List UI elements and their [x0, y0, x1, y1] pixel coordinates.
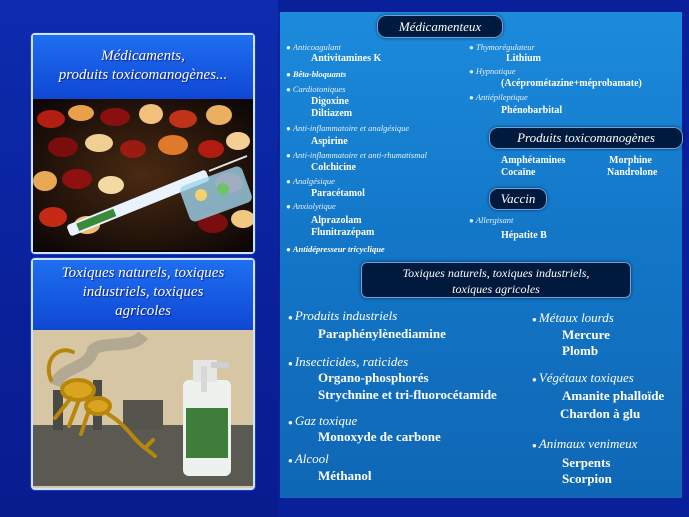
item-amanite-phalloide: Amanite phalloïde: [562, 388, 665, 403]
cat-antiepileptique: ● Antiépileptique: [469, 92, 528, 102]
item-paraphenylenediamine: Paraphénylènediamine: [318, 326, 446, 341]
item-serpents: Serpents: [562, 455, 611, 470]
pills-syringe-image: [33, 99, 253, 252]
cat-metaux-lourds: ● Métaux lourds: [532, 310, 614, 325]
cat-anticoagulant: ● Anticoagulant: [286, 42, 342, 52]
cat-analgesique: ● Analgésique: [286, 176, 335, 186]
cat-anti-inflammatoire-analgesique: ● Anti-inflammatoire et analgésique: [286, 123, 410, 133]
item-organo-phosphores: Organo-phosphorés: [318, 370, 429, 385]
scorpion-factory-image: [33, 330, 253, 488]
cat-beta-bloquants: ● Bêta-bloquants: [286, 69, 347, 79]
drug-lithium: Lithium: [506, 53, 542, 64]
drug-phenobarbital: Phénobarbital: [501, 105, 563, 116]
drug-morphine: Morphine: [609, 155, 652, 166]
medicamenteux-title: Médicamenteux: [377, 15, 503, 38]
medicaments-card: [31, 33, 255, 254]
item-plomb: Plomb: [562, 343, 599, 358]
item-monoxyde-de-carbone: Monoxyde de carbone: [318, 429, 441, 444]
cat-anxiolytique: ● Anxiolytique: [286, 201, 336, 211]
cat-hypnotique: ● Hypnotique: [469, 66, 516, 76]
toxiques-title: Toxiques naturels, toxiques industriels, toxiques agricoles: [361, 262, 631, 298]
cat-insecticides-raticides: ● Insecticides, raticides: [288, 354, 409, 369]
cat-allergisant: ● Allergisant: [469, 215, 514, 225]
drug-colchicine: Colchicine: [311, 162, 356, 173]
cat-alcool: ● Alcool: [288, 451, 329, 466]
medicaments-card-title: Médicaments, produits toxicomanogènes...: [33, 35, 253, 99]
cat-thymoregulateur: ● Thymorégulateur: [469, 42, 535, 52]
drug-cocaine: Cocaïne: [501, 167, 536, 178]
cat-anti-inflammatoire-anti-rhumatismal: ● Anti-inflammatoire et anti-rhumatismal: [286, 150, 427, 160]
cat-cardiotoniques: ● Cardiotoniques: [286, 84, 346, 94]
drug-flunitrazepam: Flunitrazépam: [311, 227, 375, 238]
vaccin-title: Vaccin: [489, 188, 547, 210]
cat-antidepresseur-tricyclique: ● Antidépresseur tricyclique: [286, 244, 385, 254]
drug-aspirine: Aspirine: [311, 136, 348, 147]
drug-paracetamol: Paracétamol: [311, 188, 365, 199]
drug-aceprometazine-meprobamate: (Acéprométazine+méprobamate): [501, 78, 642, 89]
cat-gaz-toxique: ● Gaz toxique: [288, 413, 358, 428]
drug-diltiazem: Diltiazem: [311, 108, 353, 119]
drug-hepatite-b: Hépatite B: [501, 230, 547, 241]
item-scorpion: Scorpion: [562, 471, 612, 486]
drug-amphetamines: Amphétamines: [501, 155, 566, 166]
drug-alprazolam: Alprazolam: [311, 215, 362, 226]
cat-animaux-venimeux: ● Animaux venimeux: [532, 436, 638, 451]
produits-toxicomanogenes-title: Produits toxicomanogènes: [489, 127, 683, 149]
item-methanol: Méthanol: [318, 468, 372, 483]
item-mercure: Mercure: [562, 327, 610, 342]
toxiques-card: [31, 258, 255, 490]
drug-nandrolone: Nandrolone: [607, 167, 658, 178]
drug-antivitamines-k: Antivitamines K: [311, 53, 382, 64]
toxiques-card-title: Toxiques naturels, toxiques industriels, toxiques agricoles: [33, 260, 253, 330]
drug-digoxine: Digoxine: [311, 96, 349, 107]
item-chardon-a-glu: Chardon à glu: [560, 406, 641, 421]
cat-produits-industriels: ● Produits industriels: [288, 308, 398, 323]
item-strychnine: Strychnine et tri-fluorocétamide: [318, 387, 497, 402]
cat-vegetaux-toxiques: ● Végétaux toxiques: [532, 370, 634, 385]
